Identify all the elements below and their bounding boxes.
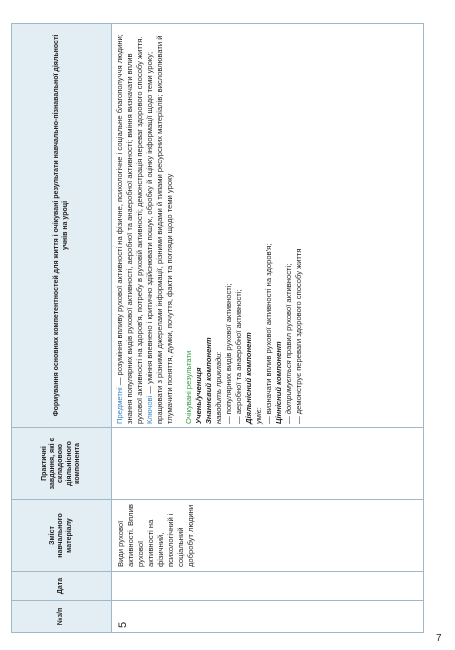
header-number: №з/п [12, 601, 112, 633]
student-label: Учень/учениця [194, 367, 204, 424]
header-practical-tasks: Практичні завдання, які є складовою діяльнісного компонента [12, 428, 112, 500]
value-component-title: Ціннісний компонент [274, 341, 284, 424]
key-competencies [145, 27, 175, 424]
activity-intro: уміє: [254, 407, 264, 424]
row-date [112, 572, 424, 601]
value-item [284, 27, 294, 424]
knowledge-intro: наводить приклади: [214, 351, 224, 424]
value-item-prefix: — [284, 414, 294, 424]
table-row [112, 24, 424, 633]
activity-component-title: Діяльнісний компонент [244, 332, 254, 424]
value-item-verb: дотримується [284, 360, 294, 415]
key-label: Ключові [145, 395, 155, 424]
activity-item: — визначати вплив рухової активності на здоров'я; [264, 243, 274, 424]
row-practical-tasks [112, 428, 424, 500]
header-competencies: Формування основних компетентностей для життя і очікувані результати навчально-пізнавальної діяльності учнів на уроці [12, 24, 112, 428]
subject-competencies [115, 27, 145, 424]
knowledge-item: — популярних видів рухової активності; [224, 283, 234, 424]
knowledge-component-title: Знаннєвий компонент [204, 337, 214, 424]
value-item: — демонструє переваги здорового способу життя [294, 248, 304, 424]
expected-results-title: Очікувані результати [184, 350, 194, 424]
value-item-rest: правил рухової активності; [284, 263, 294, 361]
header-row [12, 24, 112, 633]
subject-label: Предметні [115, 387, 124, 424]
knowledge-item: — аеробної та анаеробної активності; [234, 289, 244, 424]
subject-text: — розуміння впливу рухової активності на фізичне, психологічне і соціальне благополуччя людини; знання популярних видів рухової активності, аеробної та анаеробної активності; вміння визначати вплив рухової активності на здоров'я, потребу в руховій активності; демонстрація переваг здорового способу життя. [115, 34, 145, 424]
page-number: 7 [436, 633, 442, 644]
row-number: 5 [112, 601, 424, 633]
row-competencies [112, 24, 424, 428]
header-topic: Зміст навчального матеріалу [12, 500, 112, 572]
lesson-plan-table [11, 23, 424, 633]
header-date: Дата [12, 572, 112, 601]
row-topic: Види рухової активності. Вплив рухової активності на фізичний, психологічний і соціальний добробут людини [112, 500, 424, 572]
key-text: — уміння впевнено і критично здійснювати пошук, обробку й оцінку інформації щодо теми уроку; працювати з різними джерелами інформації, різними видами й типами ресурсних матеріалів; висловлювати й тлумачити поняття, думки, почуття, факти та погляди щодо теми уроку [145, 35, 175, 424]
